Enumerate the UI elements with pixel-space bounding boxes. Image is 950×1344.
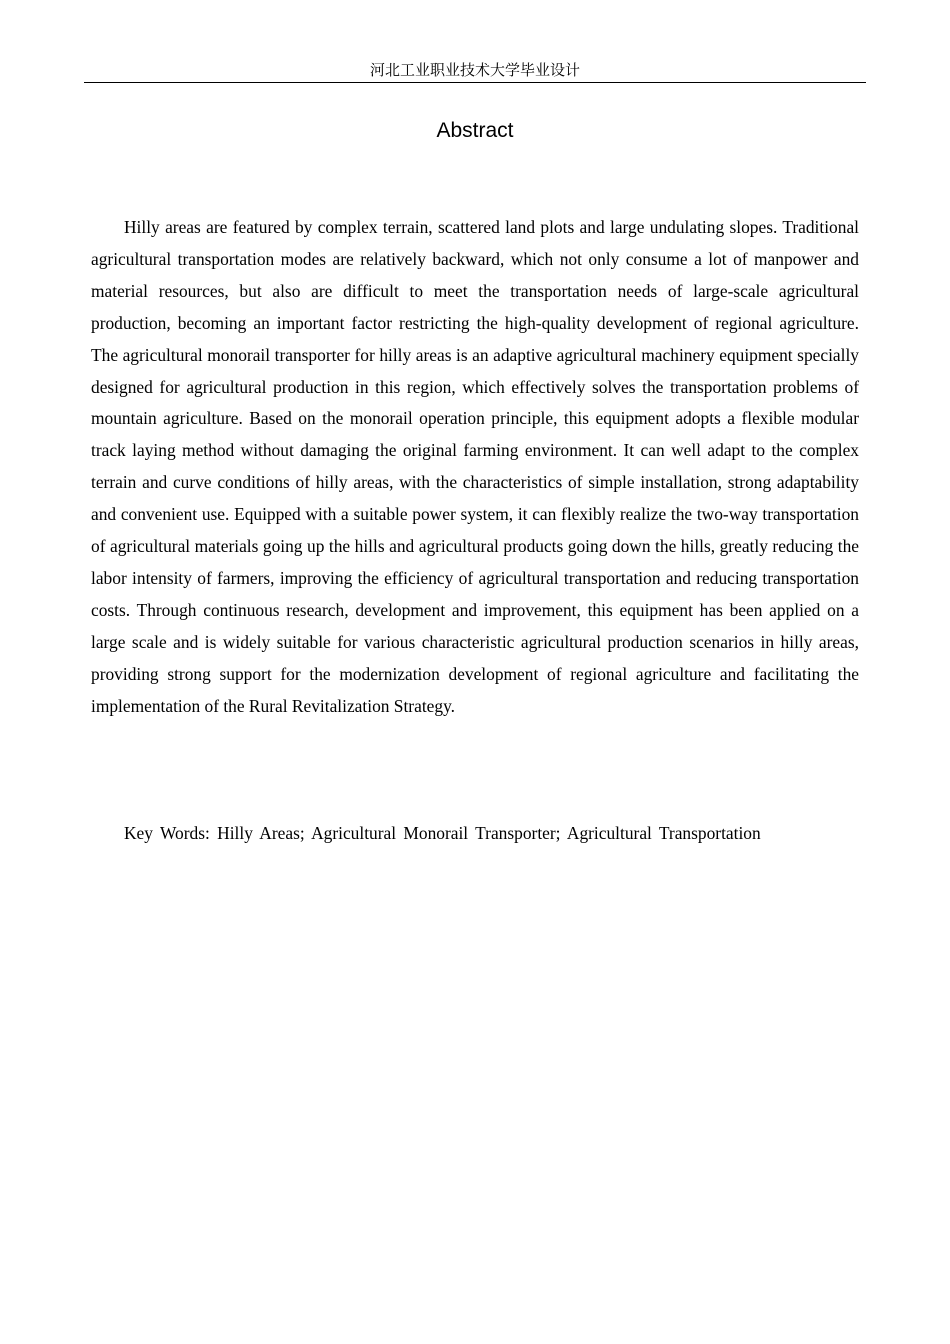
keywords-line: Key Words: Hilly Areas; Agricultural Monorail Transporter; Agricultural Transportation xyxy=(124,823,761,843)
abstract-body: Hilly areas are featured by complex terrain, scattered land plots and large undulating slopes. Traditional agricultural transportation modes are relatively backward, which not only consume a lot of manpower and material resources, but also are difficult to meet the transportation needs of large-scale agricultural production, becoming an important factor restricting the high-quality development of regional agriculture. The agricultural monorail transporter for hilly areas is an adaptive agricultural machinery equipment specially designed for agricultural production in this region, which effectively solves the transportation problems of mountain agriculture. Based on the monorail operation principle, this equipment adopts a flexible modular track laying method without damaging the original farming environment. It can well adapt to the complex terrain and curve conditions of hilly areas, with the characteristics of simple installation, strong adaptability and convenient use. Equipped with a suitable power system, it can flexibly realize the two-way transportation of agricultural materials going up the hills and agricultural products going down the hills, greatly reducing the labor intensity of farmers, improving the efficiency of agricultural transportation and reducing transportation costs. Through continuous research, development and improvement, this equipment has been applied on a large scale and is widely suitable for various characteristic agricultural production scenarios in hilly areas, providing strong support for the modernization development of regional agriculture and facilitating the implementation of the Rural Revitalization Strategy. xyxy=(91,217,859,716)
abstract-title: Abstract xyxy=(436,119,514,142)
page-header xyxy=(84,60,866,83)
header-text: 河北工业职业技术大学毕业设计 xyxy=(369,61,580,79)
